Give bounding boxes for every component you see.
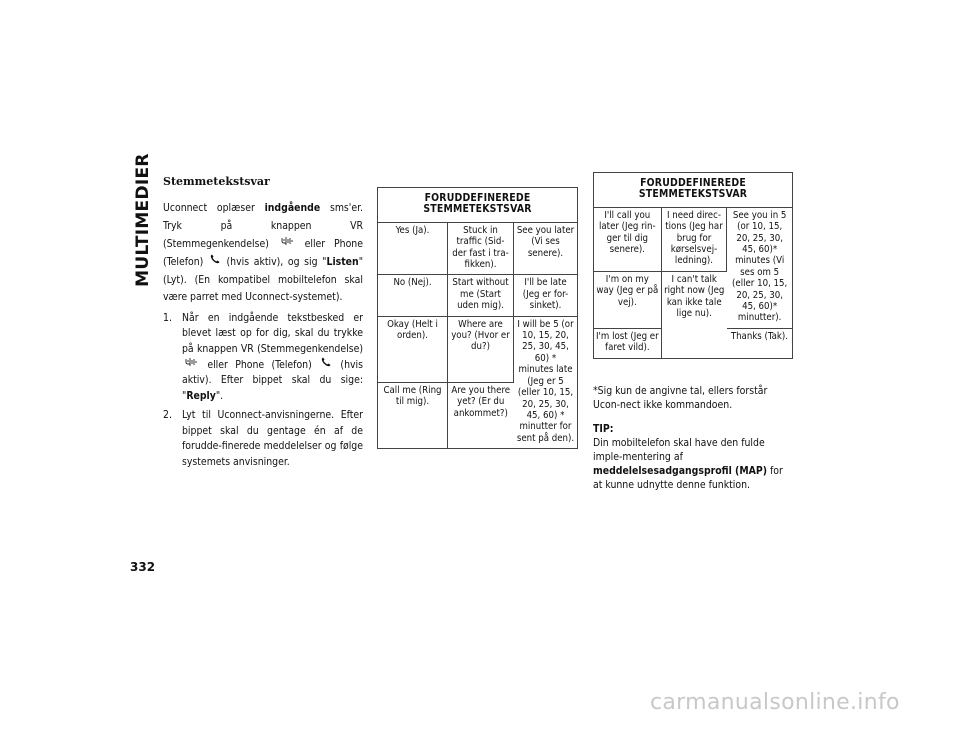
table-cell: I'm lost (Jeg er faret vild). xyxy=(594,328,662,358)
step-number: 1. xyxy=(163,311,172,324)
table-cell: Call me (Ring til mig). xyxy=(378,382,448,448)
step-number: 2. xyxy=(163,409,172,422)
table-title: FORUDDEFINEREDE STEMMETEKSTSVAR xyxy=(378,188,578,223)
phone-icon xyxy=(321,357,331,373)
table-cell: I can't talk right now (Jeg kan ikke tale lige nu). xyxy=(661,271,727,358)
step-text: Lyt til Uconnect-anvisningerne. Efter bippet skal du gentage én af de forudde-finerede meddelelser og følge systemets anvisninger. xyxy=(182,409,363,468)
section-heading: Stemmetekstsvar xyxy=(163,175,270,188)
page-number: 332 xyxy=(130,560,156,574)
table-row xyxy=(594,207,793,271)
text-column-1 xyxy=(163,173,363,474)
table-cell: I'll call you later (Jeg rin-ger til dig senere). xyxy=(594,207,662,271)
table-cell: Okay (Helt i orden). xyxy=(378,316,448,382)
intro-paragraph xyxy=(163,200,363,307)
predefined-replies-table-2 xyxy=(593,172,793,359)
table-cell: See you in 5 (or 10, 15, 20, 25, 30, 45, 60)* minutes (Vi ses om 5 (eller 10, 15, 20, 25, 30, 45, 60)* minutter). xyxy=(732,209,788,324)
table-cell: Start without me (Start uden mig). xyxy=(448,275,514,316)
footnote: *Sig kun de angivne tal, ellers forstår Ucon-nect ikke kommandoen. xyxy=(593,385,768,411)
table-cell: Stuck in traffic (Sid-der fast i tra-fikken). xyxy=(448,222,514,275)
phone-icon xyxy=(210,253,220,271)
table-cell: I need direc-tions (Jeg har brug for kørselsvej-ledning). xyxy=(661,207,727,271)
section-tab xyxy=(128,153,158,287)
tip-bold-text: meddelelsesadgangsprofil (MAP) xyxy=(593,465,767,477)
step-text: ". xyxy=(215,389,224,402)
intro-text: sms'er. Tryk på knappen VR (Stemmegenkendelse) xyxy=(163,202,363,250)
tip-text-part: Din mobiltelefon skal have den fulde imple-mentering af xyxy=(593,437,765,463)
tip-text xyxy=(593,436,793,492)
section-tab-label: MULTIMEDIER xyxy=(133,153,154,287)
tip-label: TIP: xyxy=(593,423,614,435)
intro-text: (hvis aktiv), og sig " xyxy=(221,256,327,268)
table-cell: See you later (Vi ses senere). xyxy=(516,224,575,259)
step-text: Når en indgående tekstbesked er blevet læst op for dig, skal du trykke på knappen VR (Stemmegenkendelse) xyxy=(182,311,363,355)
watermark: carmanualsonline.info xyxy=(650,690,900,715)
intro-bold-text: indgående xyxy=(264,202,321,214)
table-cell: I'll be late (Jeg er for-sinket). xyxy=(514,275,578,316)
tip-text-part: for at kunne udnytte denne funktion. xyxy=(593,465,783,491)
table-cell: Where are you? (Hvor er du?) xyxy=(448,316,514,382)
list-item xyxy=(163,311,363,405)
table-cell: I will be 5 (or 10, 15, 20, 25, 30, 45, 60) * minutes late (Jeg er 5 (eller 10, 15, 20, 25, 30, 45, 60) * minutter for sent på den). xyxy=(514,316,578,448)
table-cell: Yes (Ja). xyxy=(378,222,448,275)
list-item xyxy=(163,408,363,470)
table-cell: I'm on my way (Jeg er på vej). xyxy=(594,271,662,328)
steps-list xyxy=(163,311,363,471)
table-row xyxy=(378,316,578,382)
table-cell: No (Nej). xyxy=(378,275,448,316)
table-row xyxy=(378,222,578,275)
step-bold-text: Reply xyxy=(186,389,216,402)
predefined-replies-table-1 xyxy=(377,187,578,449)
table-cell: Are you there yet? (Er du ankommet?) xyxy=(448,382,514,448)
voice-recognition-icon xyxy=(280,235,294,253)
intro-text: " (Lyt). (En kompatibel mobiltelefon skal være parret med Uconnect-systemet). xyxy=(163,256,363,303)
voice-recognition-icon xyxy=(184,357,198,373)
step-text: eller Phone (Telefon) xyxy=(200,358,320,371)
table-row xyxy=(378,275,578,316)
step-text: (hvis aktiv). Efter bippet skal du sige: " xyxy=(182,358,363,402)
text-column-4 xyxy=(593,384,793,492)
table-cell: Thanks (Tak). xyxy=(727,328,793,358)
table-title: FORUDDEFINEREDE STEMMETEKSTSVAR xyxy=(594,173,793,208)
intro-bold-text: Listen xyxy=(326,256,359,268)
intro-text: Uconnect oplæser xyxy=(163,202,265,214)
intro-text: eller Phone (Telefon) xyxy=(163,237,363,268)
